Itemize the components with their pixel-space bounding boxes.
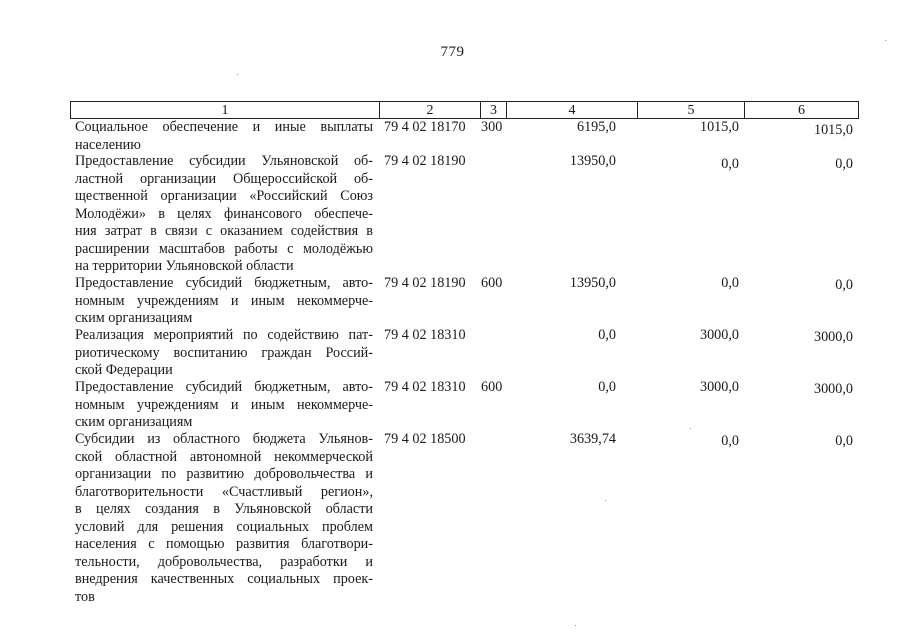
row-value-col6: 3000,0 (813, 381, 853, 397)
description-line: Предоставление субсидий бюджетным, авто- (75, 275, 373, 291)
row-value-col5: 3000,0 (699, 327, 739, 343)
description-line: Субсидии из областного бюджета Ульянов- (75, 431, 373, 447)
row-value-col6: 3000,0 (813, 329, 853, 345)
description-line: ским организациям (75, 310, 193, 326)
row-value-col5: 0,0 (721, 275, 739, 291)
header-col-2: 2 (426, 103, 434, 118)
description-line: внедрения качественных социальных проек- (75, 571, 373, 587)
row-description (75, 119, 373, 154)
row-code: 79 4 02 18310 (384, 327, 466, 343)
scan-speck (575, 625, 576, 626)
description-line: номным учреждениям и иным некоммерче- (75, 396, 373, 413)
row-description (75, 327, 373, 380)
description-line: благотворительности «Счастливый регион», (75, 483, 373, 500)
description-line: Социальное обеспечение и иные выплаты (75, 119, 373, 135)
description-line: риотическому воспитанию граждан Россий- (75, 344, 373, 361)
row-description (75, 431, 373, 606)
scan-speck (605, 500, 606, 501)
row-description (75, 153, 373, 276)
description-line: расширении масштабов работы с молодёжью (75, 240, 373, 257)
page-number: 779 (440, 44, 465, 60)
row-value-col6: 0,0 (835, 156, 853, 172)
row-value-col5: 0,0 (721, 156, 739, 172)
row-code: 79 4 02 18500 (384, 431, 466, 447)
scan-speck (885, 40, 886, 41)
row-value-col5: 1015,0 (699, 119, 739, 135)
description-line: номным учреждениям и иным некоммерче- (75, 292, 373, 309)
row-expense-type: 300 (481, 119, 503, 135)
row-value-col4: 3639,74 (569, 431, 616, 447)
row-value-col4: 0,0 (598, 379, 616, 395)
description-line: ластной организации Общероссийской об- (75, 170, 373, 187)
table-header (70, 101, 859, 119)
row-value-col5: 0,0 (721, 433, 739, 449)
row-value-col6: 0,0 (835, 277, 853, 293)
row-value-col4: 6195,0 (576, 119, 616, 135)
description-line: ским организациям (75, 414, 193, 430)
header-col-4: 4 (568, 103, 576, 118)
description-line: Реализация мероприятий по содействию пат- (75, 327, 373, 343)
header-col-6: 6 (798, 103, 805, 118)
row-value-col6: 1015,0 (813, 122, 853, 138)
row-expense-type: 600 (481, 379, 503, 395)
description-line: населению (75, 136, 141, 153)
scan-speck (237, 74, 238, 75)
row-value-col6: 0,0 (835, 433, 853, 449)
row-value-col4: 13950,0 (569, 275, 616, 291)
row-value-col4: 0,0 (598, 327, 616, 343)
row-expense-type: 600 (481, 275, 503, 291)
row-value-col5: 3000,0 (699, 379, 739, 395)
description-line: Предоставление субсидии Ульяновской об- (75, 153, 373, 169)
row-code: 79 4 02 18190 (384, 153, 466, 169)
row-value-col4: 13950,0 (569, 153, 616, 169)
description-line: Молодёжи» в целях финансового обеспече- (75, 205, 373, 222)
row-code: 79 4 02 18190 (384, 275, 466, 291)
description-line: ния затрат в связи с оказанием содействия в (75, 223, 373, 239)
description-line: организации по развитию добровольчества и (75, 466, 373, 482)
description-line: тов (75, 588, 95, 605)
description-line: ской областной автономной некоммерческой (75, 448, 373, 465)
row-code: 79 4 02 18310 (384, 379, 466, 395)
header-col-5: 5 (687, 103, 695, 118)
description-line: Предоставление субсидий бюджетным, авто- (75, 379, 373, 395)
description-line: условий для решения социальных проблем (75, 518, 373, 535)
description-line: в целях создания в Ульяновской области (75, 501, 373, 517)
row-description (75, 379, 373, 432)
row-description (75, 275, 373, 328)
description-line: щественной организации «Российский Союз (75, 188, 373, 204)
description-line: на территории Ульяновской области (75, 258, 294, 274)
scan-speck (690, 428, 691, 429)
description-line: населения с помощью развития благотвори- (75, 536, 373, 552)
row-code: 79 4 02 18170 (384, 119, 466, 135)
header-col-1: 1 (221, 103, 229, 118)
description-line: ской Федерации (75, 362, 173, 378)
description-line: тельности, добровольчества, разработки и (75, 553, 373, 570)
header-col-3: 3 (490, 103, 497, 118)
